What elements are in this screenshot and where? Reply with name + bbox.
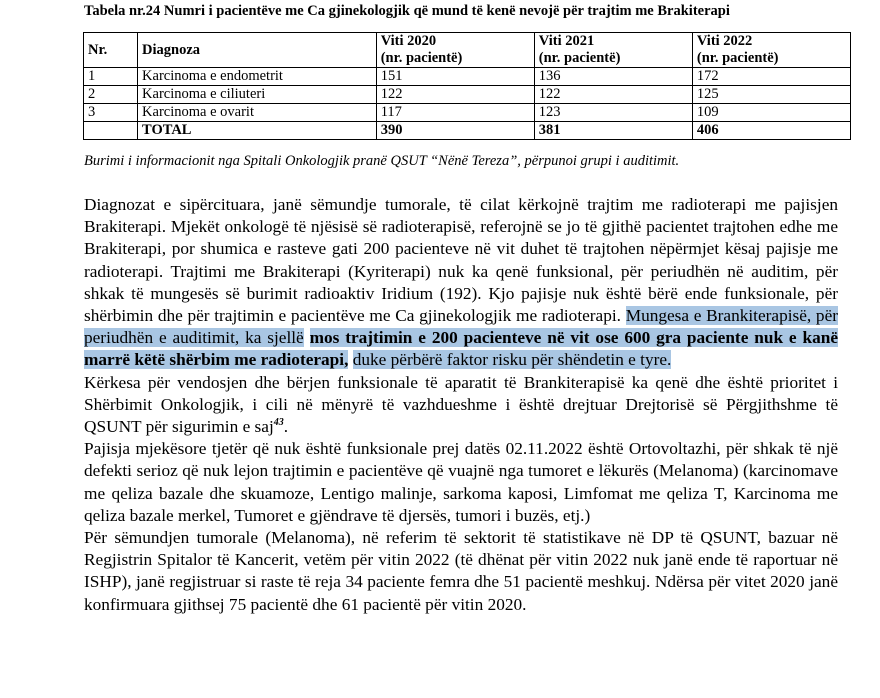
table-row bbox=[84, 104, 851, 122]
cell-2022: 125 bbox=[692, 86, 850, 104]
header-diagnosis: Diagnoza bbox=[138, 33, 377, 68]
cell-nr: 2 bbox=[84, 86, 138, 104]
highlighted-bold-text: mos trajtimin e 200 pacienteve në vit ose 600 gra paciente nuk e kanë marrë këtë shërbim me radioterapi, bbox=[84, 328, 838, 370]
paragraph-end: . bbox=[283, 417, 289, 437]
table-caption: Tabela nr.24 Numri i pacientëve me Ca gjinekologjik që mund të kenë nevojë për trajtim me Brakiterapi bbox=[84, 3, 730, 19]
header-year-2020 bbox=[376, 33, 534, 68]
paragraph-request bbox=[84, 372, 838, 439]
footnote-ref[interactable]: 43 bbox=[273, 417, 284, 429]
table-total-row bbox=[84, 122, 851, 140]
table-source-note: Burimi i informacionit nga Spitali Onkologjik pranë QSUT “Nënë Tereza”, përpunoi grupi i auditimit. bbox=[84, 153, 680, 169]
paragraph-melanoma: Për sëmundjen tumorale (Melanoma), në referim të sektorit të statistikave në DP të QSUNT, bazuar në Regjistrin Spitalor të Kancerit, vetëm për vitin 2022 (të dhënat për vitin 2022 nuk janë ende të raportuar në ISHP), janë regjistruar si raste të reja 34 paciente femra dhe 51 pacientë meshkuj. Ndërsa për vitet 2020 janë konfirmuara gjithsej 75 pacientë dhe 61 pacientë për vitin 2020. bbox=[84, 528, 838, 614]
header-year-2022 bbox=[692, 33, 850, 68]
cell-2020: 117 bbox=[376, 104, 534, 122]
paragraph-orthovoltage: Pajisja mjekësore tjetër që nuk është funksionale prej datës 02.11.2022 është Ortovoltazhi, për shkak të një defekti serioz që nuk lejon trajtimin e pacientëve që vuajnë nga tumoret e lëkurës (Melanoma) (karcinomave me qeliza bazale dhe skuamoze, Lentigo malinje, sarkoma kaposi, Limfomat me qeliza T, Karcinoma me qeliza bazale merkel, Tumoret e gjëndrave të djersës, tumori i buzës, etj.) bbox=[84, 439, 838, 525]
table-row bbox=[84, 68, 851, 86]
total-2022: 406 bbox=[692, 122, 850, 140]
header-year-unit: (nr. pacientë) bbox=[538, 50, 621, 66]
cell-2021: 136 bbox=[534, 68, 692, 86]
total-label: TOTAL bbox=[138, 122, 377, 140]
cell-2022: 109 bbox=[692, 104, 850, 122]
cell-nr bbox=[84, 122, 138, 140]
highlighted-text: duke përbërë faktor risku për shëndetin e tyre. bbox=[352, 350, 672, 370]
header-year-label: Viti 2022 bbox=[696, 33, 753, 49]
highlighted-text: Mungesa e Brankiterapisë, për periudhën e auditimit, ka sjellë bbox=[84, 306, 838, 348]
total-2020: 390 bbox=[376, 122, 534, 140]
paragraph-brachytherapy bbox=[84, 194, 838, 372]
cell-2021: 122 bbox=[534, 86, 692, 104]
header-year-label: Viti 2021 bbox=[538, 33, 595, 49]
header-year-2021 bbox=[534, 33, 692, 68]
cell-diagnosis: Karcinoma e ciliuteri bbox=[138, 86, 377, 104]
table-header-row bbox=[84, 33, 851, 68]
cell-nr: 1 bbox=[84, 68, 138, 86]
table-row bbox=[84, 86, 851, 104]
patients-table bbox=[83, 32, 851, 140]
cell-2020: 122 bbox=[376, 86, 534, 104]
header-nr: Nr. bbox=[84, 33, 138, 68]
cell-nr: 3 bbox=[84, 104, 138, 122]
cell-2020: 151 bbox=[376, 68, 534, 86]
cell-2021: 123 bbox=[534, 104, 692, 122]
header-year-label: Viti 2020 bbox=[380, 33, 437, 49]
paragraph-text: Kërkesa për vendosjen dhe bërjen funksionale të aparatit të Brankiterapisë ka qenë dhe është prioritet i Shërbimit Onkologjik, i cili në mënyrë të vazhdueshme i është drejtuar Drejtorisë së Përgjithshme të QSUNT për sigurimin e saj bbox=[84, 372, 838, 437]
cell-2022: 172 bbox=[692, 68, 850, 86]
paragraph-text: Diagnozat e sipërcituara, janë sëmundje tumorale, të cilat kërkojnë trajtim me radioterapi me pajisjen Brakiterapi. Mjekët onkologë të njësisë së radioterapisë, referojnë se jo të gjithë pacientet trajtohen edhe me Brakiterapi, por shumica e rasteve gati 200 pacienteve në vit duhet të trajtohen nëpërmjet kësaj pajisje me radioterapi. Trajtimi me Brakiterapi (Kyriterapi) nuk ka qenë funksional, për periudhën në auditim, për shkak të mungesës së burimit radioaktiv Iridium (192). Kjo pajisje nuk është bërë ende funksionale, për shërbimin dhe për trajtimin e pacientëve me Ca gjinekologjik me radioterapi. bbox=[84, 195, 838, 326]
total-2021: 381 bbox=[534, 122, 692, 140]
cell-diagnosis: Karcinoma e ovarit bbox=[138, 104, 377, 122]
header-year-unit: (nr. pacientë) bbox=[696, 50, 779, 66]
cell-diagnosis: Karcinoma e endometrit bbox=[138, 68, 377, 86]
body-text bbox=[84, 194, 838, 616]
header-year-unit: (nr. pacientë) bbox=[380, 50, 463, 66]
